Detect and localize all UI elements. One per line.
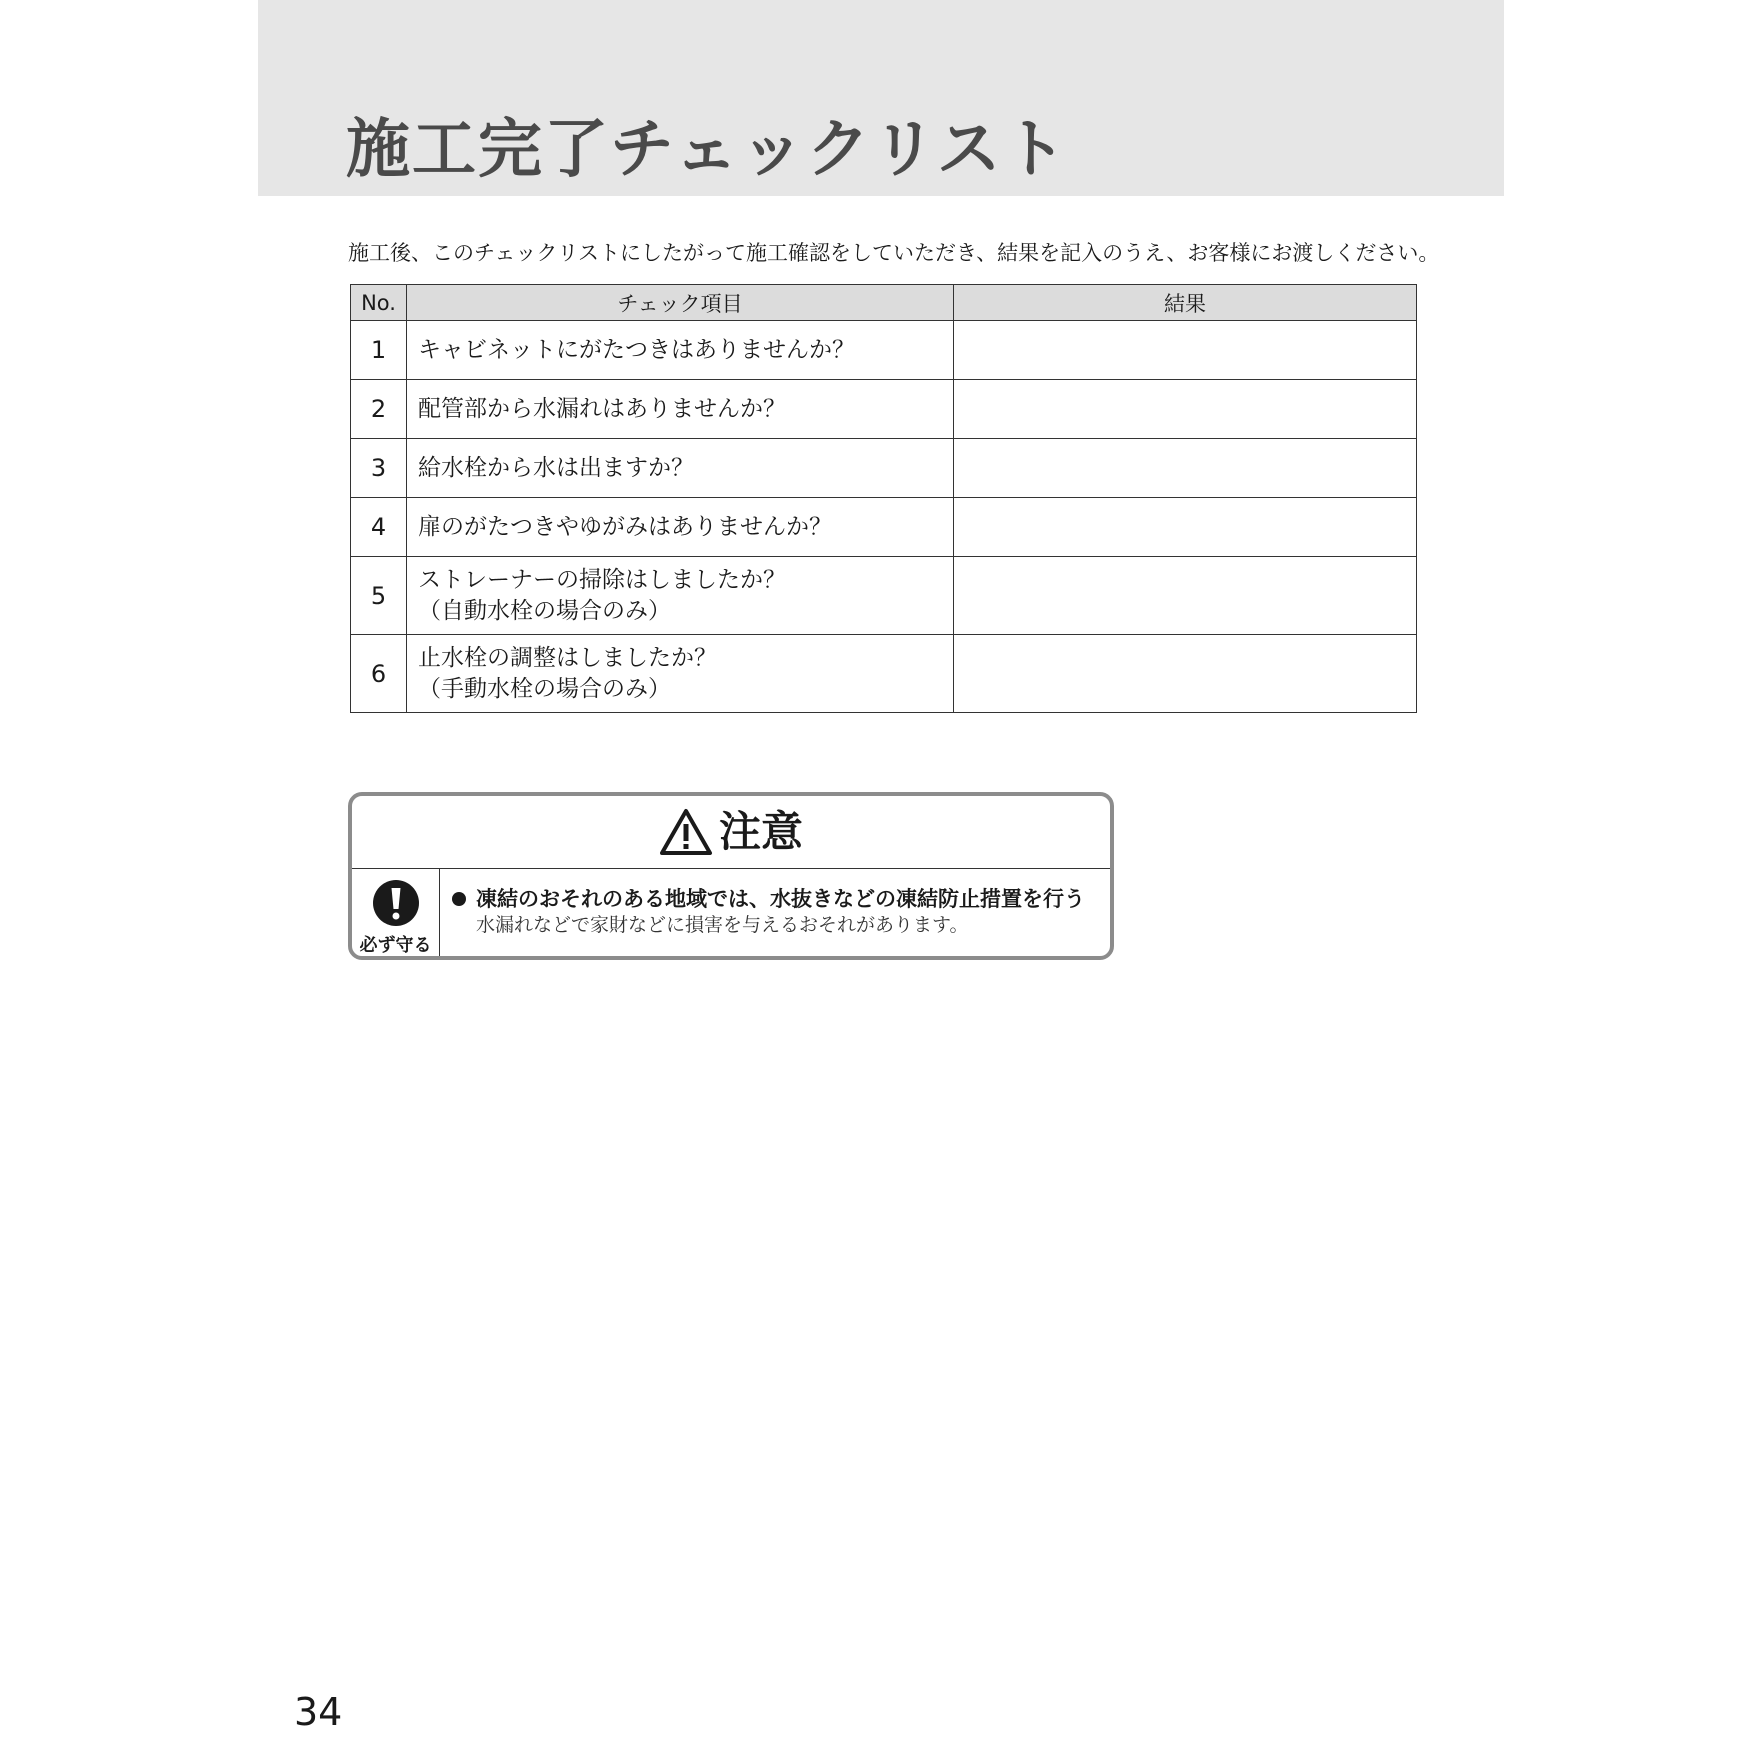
row-item: [407, 635, 954, 713]
page-title: 施工完了チェックリスト: [346, 113, 1069, 187]
row-no: 6: [351, 635, 407, 713]
caution-box: [348, 792, 1114, 960]
row-result-cell[interactable]: [954, 498, 1417, 557]
row-item-line: 配管部から水漏れはありませんか？: [418, 395, 786, 422]
row-item-line: キャビネットにがたつきはありませんか？: [418, 336, 855, 363]
checklist-table: [350, 284, 1417, 713]
caution-title: 注意: [718, 807, 803, 856]
row-no: 5: [351, 557, 407, 635]
row-result-cell[interactable]: [954, 635, 1417, 713]
row-item-note: （自動水栓の場合のみ）: [418, 597, 671, 624]
row-no: 2: [351, 380, 407, 439]
row-no: 1: [351, 321, 407, 380]
intro-text: 施工後、このチェックリストにしたがって施工確認をしていただき、結果を記入のうえ、お客様にお渡しください。: [348, 241, 1440, 265]
must-label: 必ず守る: [359, 935, 432, 956]
row-item-line: 扉のがたつきやゆがみはありませんか？: [418, 513, 832, 540]
page-number: 34: [294, 1690, 343, 1734]
bullet-icon: [452, 892, 466, 906]
caution-main: [452, 886, 1085, 912]
row-result-cell[interactable]: [954, 380, 1417, 439]
caution-header: [352, 796, 1110, 869]
caution-icon-cell: [352, 869, 440, 960]
row-result-cell[interactable]: [954, 321, 1417, 380]
warning-triangle-icon: [659, 808, 713, 856]
row-item: [407, 498, 954, 557]
row-item-line: 給水栓から水は出ますか？: [418, 454, 694, 481]
header-item: チェック項目: [407, 285, 954, 321]
table-row: [351, 439, 1417, 498]
row-result-cell[interactable]: [954, 557, 1417, 635]
row-item: [407, 321, 954, 380]
row-item: [407, 439, 954, 498]
table-row: [351, 498, 1417, 557]
row-result-cell[interactable]: [954, 439, 1417, 498]
row-item: [407, 557, 954, 635]
row-item-note: （手動水栓の場合のみ）: [418, 675, 671, 702]
row-no: 3: [351, 439, 407, 498]
row-no: 4: [351, 498, 407, 557]
table-row: [351, 380, 1417, 439]
row-item-line: ストレーナーの掃除はしましたか？: [418, 566, 786, 593]
table-row: [351, 557, 1417, 635]
table-header-row: [351, 285, 1417, 321]
caution-main-text: 凍結のおそれのある地域では、水抜きなどの凍結防止措置を行う: [476, 887, 1085, 911]
row-item: [407, 380, 954, 439]
header-result: 結果: [954, 285, 1417, 321]
exclamation-circle-icon: [372, 879, 420, 927]
caution-body: [452, 886, 1085, 938]
caution-sub-text: 水漏れなどで家財などに損害を与えるおそれがあります。: [476, 914, 969, 936]
table-row: [351, 635, 1417, 713]
header-no: No.: [351, 285, 407, 321]
row-item-line: 止水栓の調整はしましたか？: [418, 644, 717, 671]
table-row: [351, 321, 1417, 380]
